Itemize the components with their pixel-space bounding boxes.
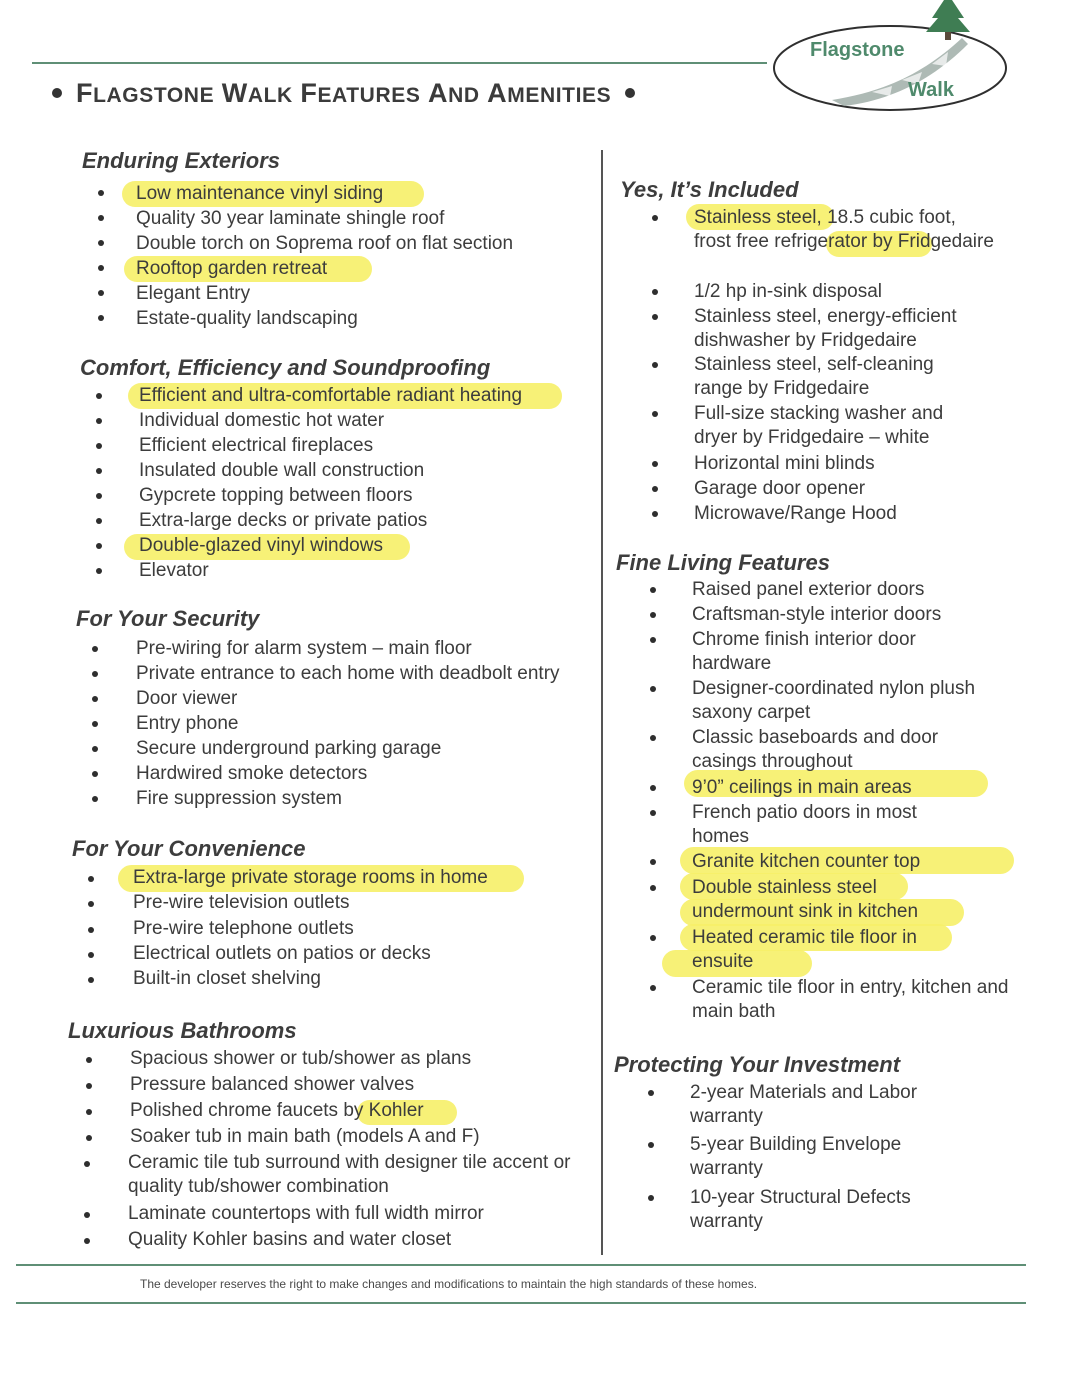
- bullet-icon: [92, 646, 98, 652]
- bullet-icon: [96, 468, 102, 474]
- bullet-icon: [652, 362, 658, 368]
- bullet-icon: [652, 486, 658, 492]
- list-item: 5-year Building Envelope warranty: [690, 1134, 902, 1179]
- list-item: French patio doors in most homes: [692, 802, 917, 847]
- list-item: Elevator: [139, 560, 209, 581]
- list-item: Extra-large decks or private patios: [139, 510, 428, 531]
- list-item: Estate-quality landscaping: [136, 308, 358, 329]
- title-bullet-icon: [52, 88, 62, 98]
- section-heading-included: Yes, It’s Included: [620, 177, 799, 202]
- logo-text-flagstone: Flagstone: [810, 39, 905, 61]
- bullet-icon: [86, 1083, 92, 1089]
- bullet-icon: [98, 265, 104, 271]
- list-item: Polished chrome faucets by Kohler: [130, 1100, 424, 1121]
- footer-rule-top: [16, 1264, 1026, 1266]
- title-word-1: FLAGSTONE: [76, 78, 215, 108]
- bullet-icon: [652, 411, 658, 417]
- list-item: Garage door opener: [694, 478, 866, 499]
- list-item: Stainless steel, 18.5 cubic foot, frost free refrigerator by Fridgedaire: [694, 207, 994, 252]
- bullet-icon: [650, 686, 656, 692]
- bullet-icon: [92, 771, 98, 777]
- bullet-icon: [88, 901, 94, 907]
- list-item: Pre-wiring for alarm system – main floor: [136, 638, 472, 659]
- list-item: Heated ceramic tile floor in ensuite: [692, 927, 917, 972]
- bullet-icon: [86, 1109, 92, 1115]
- bullet-icon: [84, 1238, 90, 1244]
- bullet-icon: [652, 461, 658, 467]
- list-item: Classic baseboards and door casings throughout: [692, 727, 939, 772]
- list-item: Pre-wire telephone outlets: [133, 918, 354, 939]
- bullet-icon: [96, 543, 102, 549]
- bullet-icon: [98, 240, 104, 246]
- list-item: 10-year Structural Defects warranty: [690, 1187, 911, 1232]
- bullet-icon: [650, 859, 656, 865]
- bullet-icon: [648, 1195, 654, 1201]
- section-heading-comfort: Comfort, Efficiency and Soundproofing: [80, 355, 491, 380]
- list-item: Quality 30 year laminate shingle roof: [136, 208, 445, 229]
- list-item: Ceramic tile tub surround with designer tile accent or quality tub/shower combination: [128, 1152, 571, 1197]
- section-heading-fine-living: Fine Living Features: [616, 550, 830, 575]
- list-item: Rooftop garden retreat: [136, 258, 328, 279]
- bullet-icon: [98, 290, 104, 296]
- bullet-icon: [648, 1090, 654, 1096]
- list-item: Low maintenance vinyl siding: [136, 183, 384, 204]
- list-item: Designer-coordinated nylon plush saxony carpet: [692, 678, 976, 723]
- list-item: Insulated double wall construction: [139, 460, 425, 481]
- section-heading-security: For Your Security: [76, 606, 260, 631]
- title-word-3: FEATURES: [300, 78, 421, 108]
- bullet-icon: [86, 1057, 92, 1063]
- bullet-icon: [92, 721, 98, 727]
- section-heading-investment: Protecting Your Investment: [614, 1052, 901, 1077]
- list-item: Stainless steel, self-cleaning range by Fridgedaire: [694, 354, 934, 399]
- bullet-icon: [650, 587, 656, 593]
- list-item: Chrome finish interior door hardware: [692, 629, 916, 674]
- bullet-icon: [652, 215, 658, 221]
- title-bullet-icon: [625, 88, 635, 98]
- bullet-icon: [96, 518, 102, 524]
- bullet-icon: [650, 637, 656, 643]
- list-item: Entry phone: [136, 713, 239, 734]
- title-word-4: AND: [427, 78, 480, 108]
- list-item: Double torch on Soprema roof on flat section: [136, 233, 514, 254]
- list-item: Private entrance to each home with deadbolt entry: [136, 663, 560, 684]
- list-item: Microwave/Range Hood: [694, 503, 897, 524]
- bullet-icon: [650, 935, 656, 941]
- page-title: [52, 78, 635, 109]
- bullet-icon: [96, 568, 102, 574]
- list-item: Craftsman-style interior doors: [692, 604, 942, 625]
- section-heading-bathrooms: Luxurious Bathrooms: [68, 1018, 297, 1043]
- section-heading-enduring-exteriors: Enduring Exteriors: [82, 148, 281, 173]
- bullet-icon: [98, 190, 104, 196]
- bullet-icon: [650, 735, 656, 741]
- list-item: Full-size stacking washer and dryer by Fridgedaire – white: [694, 403, 944, 448]
- bullet-icon: [650, 612, 656, 618]
- column-divider: [601, 150, 603, 1255]
- bullet-icon: [98, 215, 104, 221]
- list-item: Elegant Entry: [136, 283, 251, 304]
- logo-text-walk: Walk: [908, 79, 954, 101]
- list-item: Efficient electrical fireplaces: [139, 435, 374, 456]
- bullet-icon: [650, 810, 656, 816]
- title-word-5: AMENITIES: [487, 78, 612, 108]
- bullet-icon: [652, 314, 658, 320]
- bullet-icon: [650, 785, 656, 791]
- bullet-icon: [98, 315, 104, 321]
- bullet-icon: [652, 289, 658, 295]
- list-item: Horizontal mini blinds: [694, 453, 875, 474]
- bullet-icon: [92, 796, 98, 802]
- title-word-2: WALK: [221, 78, 293, 108]
- list-item: Door viewer: [136, 688, 238, 709]
- list-item: Pressure balanced shower valves: [130, 1074, 415, 1095]
- bullet-icon: [650, 885, 656, 891]
- section-heading-convenience: For Your Convenience: [72, 836, 306, 861]
- bullet-icon: [88, 927, 94, 933]
- list-item: Efficient and ultra-comfortable radiant heating: [139, 385, 523, 406]
- list-item: Quality Kohler basins and water closet: [128, 1229, 452, 1250]
- bullet-icon: [88, 977, 94, 983]
- bullet-icon: [92, 671, 98, 677]
- list-item: Pre-wire television outlets: [133, 892, 350, 913]
- footer-disclaimer: The developer reserves the right to make changes and modifications to maintain the high standards of these homes.: [140, 1277, 758, 1291]
- bullet-icon: [84, 1161, 90, 1167]
- list-item: Soaker tub in main bath (models A and F): [130, 1126, 480, 1147]
- list-item: Stainless steel, energy-efficient dishwasher by Fridgedaire: [694, 306, 957, 351]
- list-item: Granite kitchen counter top: [692, 851, 921, 872]
- list-item: Spacious shower or tub/shower as plans: [130, 1048, 472, 1069]
- bullet-icon: [92, 746, 98, 752]
- list-item: Electrical outlets on patios or decks: [133, 943, 431, 964]
- list-item: 2-year Materials and Labor warranty: [690, 1082, 918, 1127]
- list-item: Double stainless steel undermount sink in kitchen: [692, 877, 919, 922]
- bullet-icon: [92, 696, 98, 702]
- list-item: Double-glazed vinyl windows: [139, 535, 383, 556]
- bullet-icon: [652, 511, 658, 517]
- list-item: Individual domestic hot water: [139, 410, 385, 431]
- list-item: Gypcrete topping between floors: [139, 485, 413, 506]
- bullet-icon: [88, 876, 94, 882]
- flagstone-walk-logo: [772, 0, 1022, 120]
- bullet-icon: [650, 985, 656, 991]
- list-item: 1/2 hp in-sink disposal: [694, 281, 882, 302]
- bullet-icon: [96, 393, 102, 399]
- bullet-icon: [96, 418, 102, 424]
- list-item: Secure underground parking garage: [136, 738, 442, 759]
- list-item: Hardwired smoke detectors: [136, 763, 368, 784]
- bullet-icon: [86, 1135, 92, 1141]
- list-item: Fire suppression system: [136, 788, 342, 809]
- bullet-icon: [84, 1212, 90, 1218]
- list-item: 9’0” ceilings in main areas: [692, 777, 912, 798]
- footer-rule-bottom: [16, 1302, 1026, 1304]
- bullet-icon: [88, 952, 94, 958]
- bullet-icon: [96, 443, 102, 449]
- list-item: Built-in closet shelving: [133, 968, 321, 989]
- list-item: Ceramic tile floor in entry, kitchen and main bath: [692, 977, 1009, 1022]
- list-item: Extra-large private storage rooms in home: [133, 867, 488, 888]
- list-item: Laminate countertops with full width mirror: [128, 1203, 484, 1224]
- bullet-icon: [648, 1142, 654, 1148]
- bullet-icon: [96, 493, 102, 499]
- header-rule: [32, 62, 767, 64]
- list-item: Raised panel exterior doors: [692, 579, 925, 600]
